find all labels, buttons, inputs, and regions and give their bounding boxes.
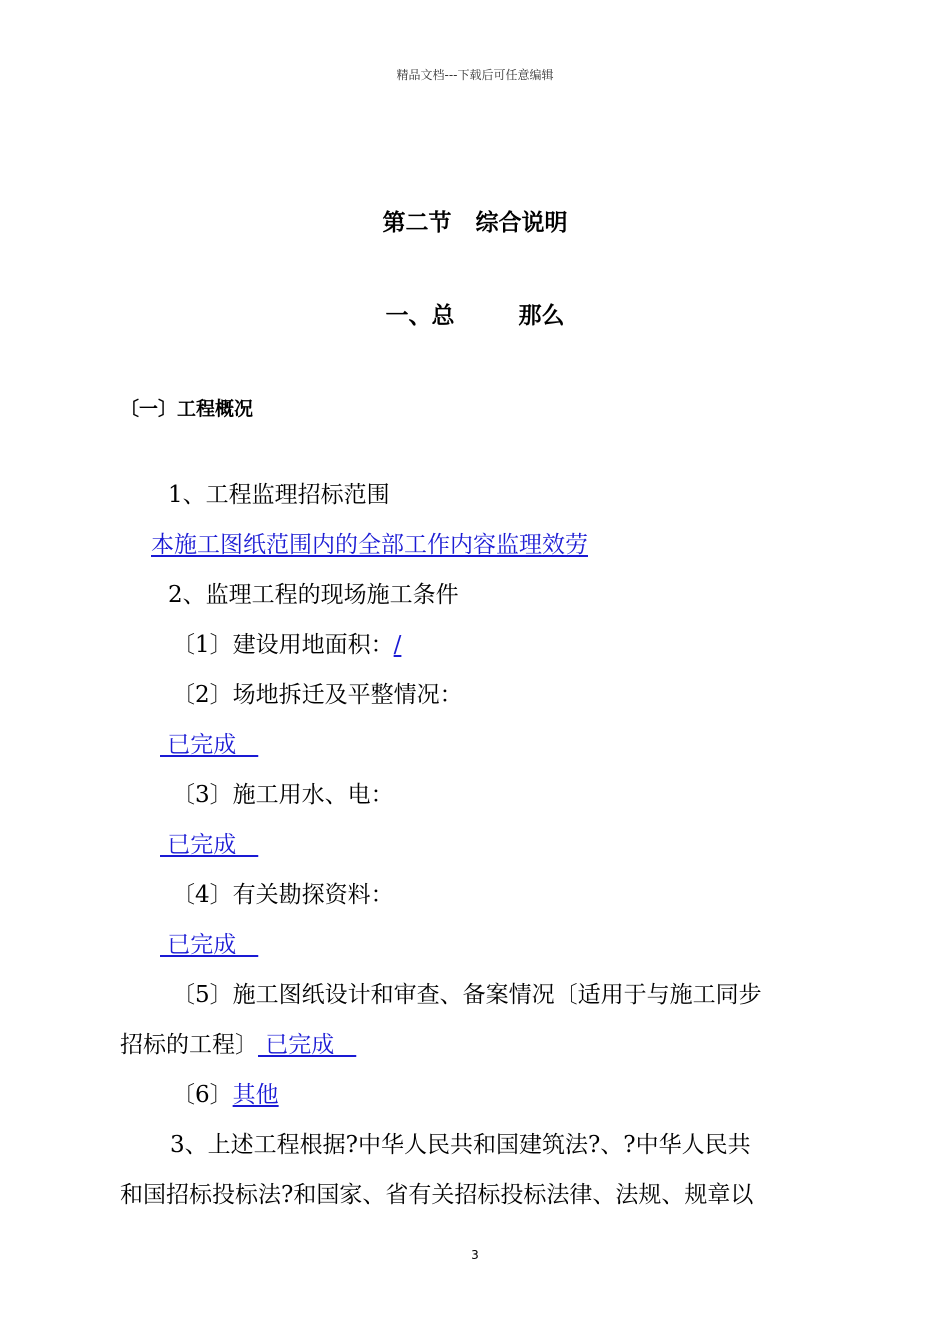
line-water-power-value[interactable] — [160, 830, 258, 860]
other-label: 〔6〕 — [172, 1082, 233, 1108]
line-water-power: 〔3〕施工用水、电： — [172, 782, 394, 808]
line-scope-value[interactable] — [151, 530, 588, 560]
line-other — [172, 1080, 279, 1110]
line-survey-data-value[interactable] — [160, 930, 258, 960]
line-site-conditions: 2、监理工程的现场施工条件 — [168, 582, 459, 608]
land-area-value[interactable]: / — [393, 632, 402, 658]
subsection-title-part2: 那么 — [518, 303, 565, 329]
page-number: 3 — [471, 1248, 479, 1262]
other-value-link[interactable]: 其他 — [232, 1082, 279, 1108]
demolition-value-link[interactable]: 已完成 — [160, 732, 259, 758]
page-header: 精品文档---下载后可任意编辑 — [396, 68, 554, 82]
subsection-title-part1: 一、总 — [385, 303, 455, 329]
line-drawing-review: 〔5〕施工图纸设计和审查、备案情况〔适用于与施工同步 — [172, 982, 762, 1008]
line-scope-label: 1、工程监理招标范围 — [168, 482, 390, 508]
survey-data-value-link[interactable]: 已完成 — [160, 932, 259, 958]
section-title: 第二节 综合说明 — [382, 210, 568, 236]
line-legal-basis-cont: 和国招标投标法?和国家、省有关招标投标法律、法规、规章以 — [120, 1182, 754, 1208]
drawing-review-value-link[interactable]: 已完成 — [258, 1032, 357, 1058]
subsection-title — [0, 297, 950, 330]
water-power-value-link[interactable]: 已完成 — [160, 832, 259, 858]
drawing-review-label: 招标的工程〕 — [120, 1032, 258, 1058]
line-demolition-value[interactable] — [160, 730, 258, 760]
line-drawing-review-cont — [120, 1030, 356, 1060]
heading-project-overview: 〔一〕工程概况 — [120, 398, 254, 420]
scope-value-link[interactable]: 本施工图纸范围内的全部工作内容监理效劳 — [151, 532, 588, 558]
line-survey-data: 〔4〕有关勘探资料： — [172, 882, 394, 908]
land-area-label: 〔1〕建设用地面积： — [172, 632, 394, 658]
line-legal-basis: 3、上述工程根据?中华人民共和国建筑法?、?中华人民共 — [170, 1132, 751, 1158]
line-land-area — [172, 630, 401, 660]
line-demolition: 〔2〕场地拆迁及平整情况： — [172, 682, 463, 708]
